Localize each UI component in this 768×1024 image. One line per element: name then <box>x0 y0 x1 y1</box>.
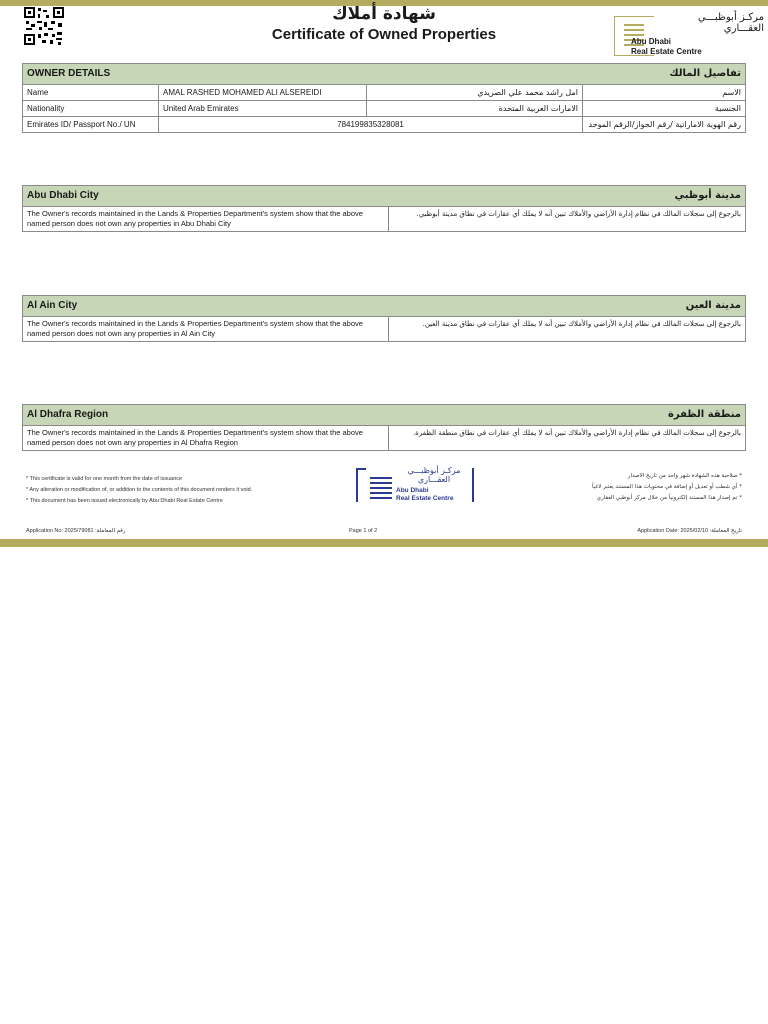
application-number: Application No: 2025/79081 :رقم المعاملة <box>26 528 126 534</box>
stamp-en-line2: Real Estate Centre <box>396 495 454 502</box>
title-english: Certificate of Owned Properties <box>271 26 497 43</box>
logo-ar-line1: مركـز أبوظبـــي <box>697 12 764 23</box>
section-title-en: Al Dhafra Region <box>27 409 109 420</box>
nationality-label-ar: الجنسية <box>714 104 741 113</box>
id-label-ar: رقم الهوية الاماراتية /رقم الجواز/الرقم الموحد <box>588 120 741 129</box>
section-title-ar: مدينة العين <box>685 300 741 311</box>
logo-en-line1: Abu Dhabi <box>631 37 671 46</box>
bottom-band <box>0 539 768 547</box>
note-ar: * تم إصدار هذا المستند إلكترونياً من خلال مركز أبوظبي العقاري <box>596 495 742 501</box>
adrec-logo <box>612 12 768 58</box>
section-title-ar: مدينة أبوظبي <box>674 190 741 201</box>
adrec-stamp-logo <box>356 466 474 504</box>
note-en: * Any alteration or modification of, or addition to the contents of this document renders it void. <box>26 487 253 493</box>
nationality-value-ar: الامارات العربية المتحدة <box>367 101 583 116</box>
title-arabic: شهادة أملاك <box>332 4 436 24</box>
section-header <box>23 296 745 317</box>
section-title-en: Al Ain City <box>27 300 78 311</box>
page-indicator: Page 1 of 2 <box>349 528 378 534</box>
id-value: 784199835328081 <box>159 117 583 132</box>
owner-row-nationality <box>23 101 745 117</box>
stamp-en-line1: Abu Dhabi <box>396 487 429 494</box>
name-label-ar: الاسم <box>722 88 741 97</box>
section-al-ain-city <box>22 295 746 342</box>
nationality-value-en: United Arab Emirates <box>159 101 367 116</box>
name-value-en: AMAL RASHED MOHAMED ALI ALSEREIDI <box>159 85 367 100</box>
section-text-en: The Owner's records maintained in the Lands & Properties Department's system show that the above named person does not own any properties in Abu Dhabi City <box>23 207 389 231</box>
section-text-ar: بالرجوع إلى سجلات المالك في نظام إدارة الأراضي والأملاك تبين أنه لا يملك أي عقارات في نطاق مدينة أبوظبي. <box>416 210 741 218</box>
note-en: * This certificate is valid for one month from the date of issuance <box>26 476 183 482</box>
building-icon <box>370 477 392 502</box>
logo-ar-line2: العقـــاري <box>723 23 764 34</box>
notes-arabic <box>592 471 742 504</box>
owner-heading-ar: تفاصيل المالك <box>669 68 741 79</box>
section-text-ar: بالرجوع إلى سجلات المالك في نظام إدارة الأراضي والأملاك تبين أنه لا يملك أي عقارات في نطاق منطقة الظفرة. <box>412 429 741 437</box>
owner-details-header <box>23 64 745 85</box>
stamp-ar-line1: مركـز أبوظبـــي <box>407 466 461 475</box>
note-ar: * صلاحية هذه الشهادة شهر واحد من تاريخ الاصدار <box>627 473 742 479</box>
logo-en-line2: Real Estate Centre <box>631 47 702 56</box>
note-ar: * أي شطب أو تعديل أو إضافة في محتويات هذا المستند يعتبر لاغياً <box>592 484 742 490</box>
application-date: Application Date: 2025/02/10 :تاريخ المعاملة <box>637 528 742 534</box>
owner-row-id <box>23 117 745 132</box>
owner-row-name <box>23 85 745 101</box>
notes-english <box>26 474 252 507</box>
section-header <box>23 405 745 426</box>
section-header <box>23 186 745 207</box>
stamp-ar-line2: العقـــاري <box>417 475 451 484</box>
owner-heading-en: OWNER DETAILS <box>27 68 111 79</box>
section-abu-dhabi-city <box>22 185 746 232</box>
section-text-en: The Owner's records maintained in the Lands & Properties Department's system show that the above named person does not own any properties in Al Dhafra Region <box>23 426 389 450</box>
owner-details-card <box>22 63 746 133</box>
section-title-ar: منطقة الظفرة <box>667 409 741 420</box>
nationality-label-en: Nationality <box>23 101 159 116</box>
section-al-dhafra-region <box>22 404 746 451</box>
section-title-en: Abu Dhabi City <box>27 190 99 201</box>
name-label-en: Name <box>23 85 159 100</box>
name-value-ar: امل راشد محمد علي الصريدي <box>367 85 583 100</box>
note-en: * This document has been issued electronically by Abu Dhabi Real Estate Centre <box>26 498 223 504</box>
section-text-ar: بالرجوع إلى سجلات المالك في نظام إدارة الأراضي والأملاك تبين أنه لا يملك أي عقارات في نطاق مدينة العين. <box>422 320 741 328</box>
id-label-en: Emirates ID/ Passport No./ UN <box>23 117 159 132</box>
section-text-en: The Owner's records maintained in the Lands & Properties Department's system show that the above named person does not own any properties in Al Ain City <box>23 317 389 341</box>
